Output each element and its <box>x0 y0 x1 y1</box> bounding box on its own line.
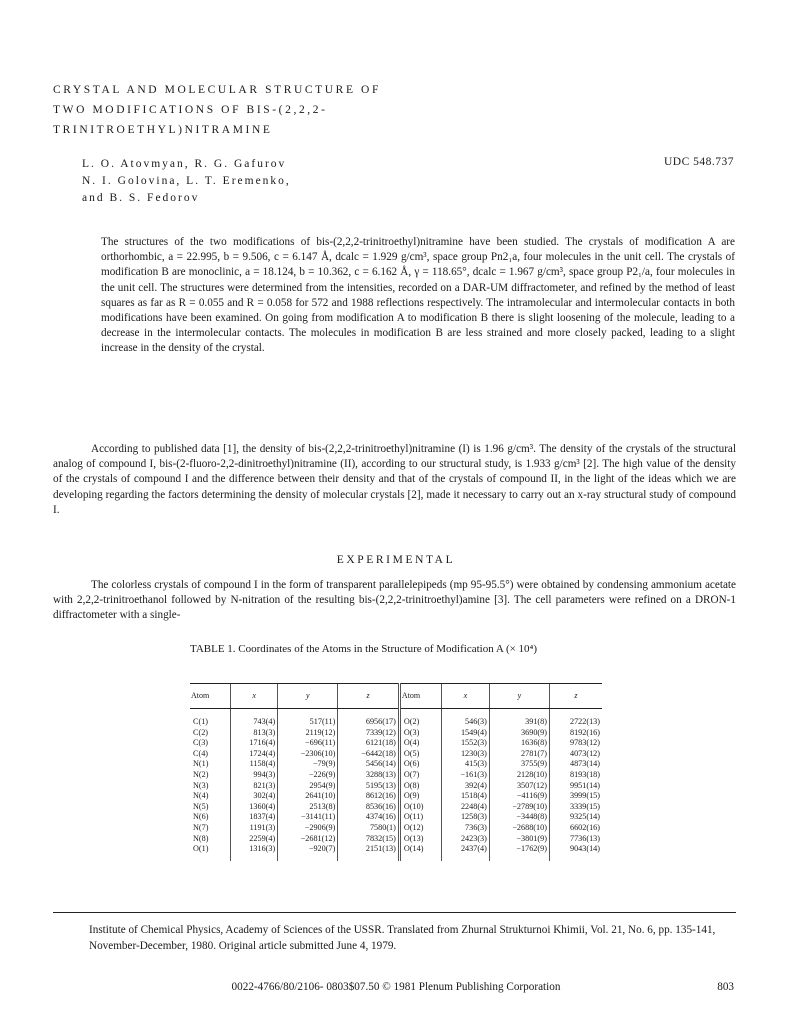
title-line: TWO MODIFICATIONS OF BIS-(2,2,2- <box>53 104 328 116</box>
cell-z: 6956(17) <box>338 709 400 728</box>
cell-atom-2: O(7) <box>399 770 441 781</box>
cell-x-2: 546(3) <box>441 709 489 728</box>
cell-z: 4374(16) <box>338 812 400 823</box>
cell-x: 302(4) <box>231 791 278 802</box>
cell-y-2: −4116(9) <box>489 791 549 802</box>
cell-atom-2: O(5) <box>399 749 441 760</box>
authors-line: and B. S. Fedorov <box>82 192 200 204</box>
cell-y: 2954(9) <box>278 781 338 792</box>
cell-x: 1716(4) <box>231 738 278 749</box>
cell-atom-2: O(6) <box>399 759 441 770</box>
cell-atom-2: O(2) <box>399 709 441 728</box>
table-caption: TABLE 1. Coordinates of the Atoms in the Structure of Modification A (× 10⁴) <box>190 643 538 655</box>
cell-x-2: −161(3) <box>441 770 489 781</box>
cell-x-2: 2248(4) <box>441 802 489 813</box>
cell-z: 7580(1) <box>338 823 400 834</box>
title-line: CRYSTAL AND MOLECULAR STRUCTURE OF <box>53 84 381 96</box>
cell-y-2: −2789(10) <box>489 802 549 813</box>
table-row <box>190 728 602 739</box>
cell-z-2: 6602(16) <box>549 823 602 834</box>
cell-z-2: 3999(15) <box>549 791 602 802</box>
cell-x-2: 736(3) <box>441 823 489 834</box>
page-number: 803 <box>717 981 734 993</box>
cell-z: 8612(16) <box>338 791 400 802</box>
cell-y: 2513(8) <box>278 802 338 813</box>
copyright-line: 0022-4766/80/2106- 0803$07.50 © 1981 Plenum Publishing Corporation <box>231 981 561 993</box>
cell-z-2: 4073(12) <box>549 749 602 760</box>
cell-atom-2: O(4) <box>399 738 441 749</box>
table-row <box>190 770 602 781</box>
cell-y: −226(9) <box>278 770 338 781</box>
authors-line: L. O. Atovmyan, R. G. Gafurov <box>82 158 287 170</box>
cell-atom: N(1) <box>193 759 209 769</box>
cell-y-2: 1636(8) <box>489 738 549 749</box>
table-row <box>190 844 602 861</box>
table-row <box>190 749 602 760</box>
cell-z: 8536(16) <box>338 802 400 813</box>
cell-y: −2681(12) <box>278 834 338 845</box>
footnote-divider <box>53 912 736 913</box>
header-atom: Atom <box>190 684 231 709</box>
cell-x-2: 1258(3) <box>441 812 489 823</box>
cell-x-2: 1552(3) <box>441 738 489 749</box>
header-x-2: x <box>441 684 489 709</box>
cell-atom: N(2) <box>193 769 209 779</box>
table-row <box>190 802 602 813</box>
table-row <box>190 709 602 728</box>
cell-z-2: 3339(15) <box>549 802 602 813</box>
cell-atom: C(3) <box>193 738 209 748</box>
intro-paragraph: According to published data [1], the density of bis-(2,2,2-trinitroethyl)nitramine (I) is 1.96 g/cm³. The density of the crystals of the structural analog of compound I, bis-(2-fluoro-2,2-dinitroethyl)nitramine (II), according to our structural study, is 1.933 g/cm³ [2]. The high value of the density of the crystals of compound I and the difference between their density and that of the crystals of compound II, in the light of the ideas which we are developing regarding the factors determining the density of molecular crystals [2], made it necessary to carry out an x-ray structural study of compound I. <box>53 443 736 516</box>
cell-atom-2: O(11) <box>399 812 441 823</box>
cell-atom: C(1) <box>193 717 209 726</box>
cell-atom: C(2) <box>193 727 209 737</box>
cell-z: 7339(12) <box>338 728 400 739</box>
authors <box>82 156 291 207</box>
cell-z: 5456(14) <box>338 759 400 770</box>
table-header-row <box>190 684 602 709</box>
cell-y-2: 3755(9) <box>489 759 549 770</box>
cell-x-2: 1518(4) <box>441 791 489 802</box>
cell-z-2: 8192(16) <box>549 728 602 739</box>
cell-z: 7832(15) <box>338 834 400 845</box>
cell-y: 2119(12) <box>278 728 338 739</box>
cell-y: −2306(10) <box>278 749 338 760</box>
cell-atom: O(1) <box>193 844 209 854</box>
cell-y-2: −1762(9) <box>489 844 549 861</box>
abstract-text: The structures of the two modifications of bis-(2,2,2-trinitroethyl)nitramine have been studied. The crystals of modification A are orthorhombic, a = 22.995, b = 9.506, c = 6.147 Å, dcalc = 1.929 g/cm³, space group Pn2₁a, four molecules in the unit cell. The crystals of modification B are monoclinic, a = 18.124, b = 10.362, c = 6.162 Å, γ = 118.65°, dcalc = 1.967 g/cm³, space group P2₁/a, four molecules in the unit cell. The structures were determined from the intensities, recorded on a DAR-UM diffractometer, and refined by the method of least squares as far as R = 0.055 and R = 0.058 for 572 and 1988 reflections respectively. The intramolecular and intermolecular contacts in both modifications have been examined. On going from modification A to modification B there is slight loosening of the molecule, leading to a decrease in the intermolecular contacts. The molecules in modification B are less strained and more closely packed, leading to a slight increase in the density of the crystal. <box>101 236 735 355</box>
table-row <box>190 781 602 792</box>
table-body <box>190 709 602 861</box>
cell-atom: N(7) <box>193 822 209 832</box>
cell-x-2: 1549(4) <box>441 728 489 739</box>
coordinates-table <box>190 683 602 861</box>
cell-x: 1191(3) <box>231 823 278 834</box>
authors-line: N. I. Golovina, L. T. Eremenko, <box>82 175 291 187</box>
abstract <box>101 235 735 357</box>
cell-y-2: −2688(10) <box>489 823 549 834</box>
cell-y-2: −3801(9) <box>489 834 549 845</box>
table-row <box>190 791 602 802</box>
cell-z-2: 9951(14) <box>549 781 602 792</box>
cell-z-2: 7736(13) <box>549 834 602 845</box>
cell-z-2: 9043(14) <box>549 844 602 861</box>
cell-x: 1724(4) <box>231 749 278 760</box>
cell-x: 743(4) <box>231 709 278 728</box>
cell-z: −6442(18) <box>338 749 400 760</box>
cell-x-2: 2423(3) <box>441 834 489 845</box>
cell-atom: C(4) <box>193 748 209 758</box>
cell-y-2: 2128(10) <box>489 770 549 781</box>
cell-x: 1360(4) <box>231 802 278 813</box>
cell-x: 1837(4) <box>231 812 278 823</box>
header-x: x <box>231 684 278 709</box>
cell-z: 5195(13) <box>338 781 400 792</box>
cell-z-2: 9325(14) <box>549 812 602 823</box>
cell-atom-2: O(12) <box>399 823 441 834</box>
cell-atom-2: O(14) <box>399 844 441 861</box>
cell-x: 813(3) <box>231 728 278 739</box>
cell-x-2: 415(3) <box>441 759 489 770</box>
table-row <box>190 812 602 823</box>
intro-section <box>53 442 736 518</box>
cell-atom-2: O(8) <box>399 781 441 792</box>
cell-x-2: 2437(4) <box>441 844 489 861</box>
cell-y: −920(7) <box>278 844 338 861</box>
table-row <box>190 834 602 845</box>
cell-z-2: 4873(14) <box>549 759 602 770</box>
cell-atom-2: O(3) <box>399 728 441 739</box>
cell-y: −3141(11) <box>278 812 338 823</box>
footnote: Institute of Chemical Physics, Academy of Sciences of the USSR. Translated from Zhurnal Strukturnoi Khimii, Vol. 21, No. 6, pp. 135-141, November-December, 1980. Original article submitted June 4, 1979. <box>89 924 716 952</box>
cell-z: 2151(13) <box>338 844 400 861</box>
cell-atom-2: O(13) <box>399 834 441 845</box>
cell-z-2: 9783(12) <box>549 738 602 749</box>
cell-z: 3288(13) <box>338 770 400 781</box>
cell-y-2: 3690(9) <box>489 728 549 739</box>
header-z: z <box>338 684 400 709</box>
cell-z-2: 2722(13) <box>549 709 602 728</box>
cell-atom: N(3) <box>193 780 209 790</box>
cell-x: 1316(3) <box>231 844 278 861</box>
cell-z-2: 8193(18) <box>549 770 602 781</box>
title-line: TRINITROETHYL)NITRAMINE <box>53 124 273 136</box>
experimental-paragraph: The colorless crystals of compound I in the form of transparent parallelepipeds (mp 95-95.5°) were obtained by condensing ammonium acetate with 2,2,2-trinitroethanol followed by N-nitration of the resulting bis-(2,2,2-trinitroethyl)amine [3]. The cell parameters were refined on a DRON-1 diffractometer with a single- <box>53 579 736 622</box>
cell-y-2: −3448(8) <box>489 812 549 823</box>
cell-atom: N(6) <box>193 812 209 822</box>
article-title <box>53 80 493 140</box>
cell-atom-2: O(9) <box>399 791 441 802</box>
cell-atom: N(4) <box>193 791 209 801</box>
udc-code: UDC 548.737 <box>663 156 734 168</box>
header-y-2: y <box>489 684 549 709</box>
cell-x: 994(3) <box>231 770 278 781</box>
table-row <box>190 738 602 749</box>
cell-atom: N(8) <box>193 833 209 843</box>
experimental-section <box>53 578 736 624</box>
header-z-2: z <box>549 684 602 709</box>
table-grid <box>190 683 602 861</box>
table-row <box>190 823 602 834</box>
cell-atom: N(5) <box>193 801 209 811</box>
cell-z: 6121(18) <box>338 738 400 749</box>
cell-y: −79(9) <box>278 759 338 770</box>
cell-x: 821(3) <box>231 781 278 792</box>
cell-y: −2906(9) <box>278 823 338 834</box>
cell-atom-2: O(10) <box>399 802 441 813</box>
cell-x: 2259(4) <box>231 834 278 845</box>
cell-y-2: 3507(12) <box>489 781 549 792</box>
header-atom-2: Atom <box>399 684 441 709</box>
cell-x: 1158(4) <box>231 759 278 770</box>
header-y: y <box>278 684 338 709</box>
cell-y: −696(11) <box>278 738 338 749</box>
cell-y: 2641(10) <box>278 791 338 802</box>
section-heading-experimental: EXPERIMENTAL <box>336 554 456 566</box>
cell-x-2: 392(4) <box>441 781 489 792</box>
cell-x-2: 1230(3) <box>441 749 489 760</box>
table-row <box>190 759 602 770</box>
cell-y-2: 2781(7) <box>489 749 549 760</box>
cell-y: 517(11) <box>278 709 338 728</box>
cell-y-2: 391(8) <box>489 709 549 728</box>
